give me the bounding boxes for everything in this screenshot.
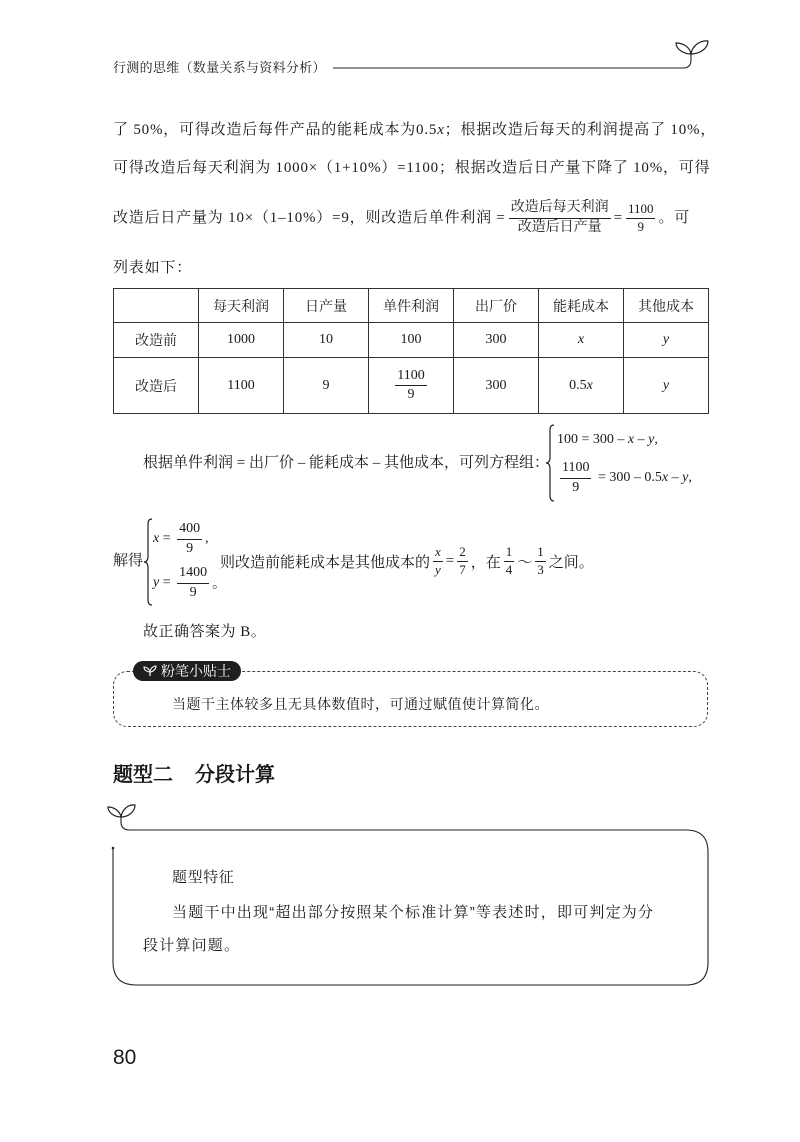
variable-y: y: [153, 575, 160, 590]
text-segment: 之间。: [548, 554, 594, 571]
feature-box-line-2: 段计算问题。: [143, 937, 241, 954]
page-number: 80: [113, 1046, 137, 1069]
text-segment: 则改造前能耗成本是其他成本的: [220, 554, 431, 571]
table-cell: [539, 358, 624, 414]
fraction-numerator: 1: [504, 545, 515, 562]
math-segment: 100 = 300 –: [557, 432, 628, 447]
variable-x: x: [586, 377, 593, 393]
equation-1: [557, 431, 658, 449]
equation-2: [557, 457, 692, 499]
table-cell: y: [624, 323, 709, 358]
solution-y: [153, 563, 226, 603]
feature-box-line-1: 当题干中出现“超出部分按照某个标准计算”等表述时，即可判定为分: [172, 904, 655, 921]
table-cell: x: [539, 323, 624, 358]
fraction-denominator: 4: [505, 561, 513, 577]
answer-statement: 故正确答案为 B。: [143, 624, 267, 640]
table-header-cell: 单件利润: [369, 289, 454, 323]
solution-conclusion: [220, 541, 594, 581]
fraction: [177, 521, 202, 556]
fraction-numerator: 1400: [177, 565, 209, 583]
fraction-ratio: [433, 545, 443, 578]
math-segment: –: [668, 470, 683, 485]
table-cell: 100: [369, 323, 454, 358]
fraction-numerator: 2: [457, 545, 468, 562]
math-segment: ,: [654, 432, 658, 447]
variable-y: y: [682, 470, 689, 485]
equals-sign: =: [613, 210, 623, 226]
fraction-numerator: 400: [177, 521, 202, 539]
tip-content: 当题干主体较多且无具体数值时，可通过赋值使计算简化。: [172, 696, 549, 712]
text-segment: 了 50%，可得改造后每件产品的能耗成本为0.5: [113, 122, 438, 138]
fraction-denominator: 3: [537, 561, 544, 577]
math-segment: ,: [205, 531, 209, 546]
header-rule-line: [333, 54, 691, 68]
fraction-denominator: 7: [459, 561, 466, 577]
variable-y: y: [648, 432, 655, 447]
fraction-denominator: 9: [186, 540, 194, 556]
fraction-cell-value: [395, 368, 426, 403]
sprout-icon: [108, 805, 135, 817]
paragraph-line-2: 可得改造后每天利润为 1000×（1+10%）=1100；根据改造后日产量下降了 10%，可得: [113, 160, 711, 176]
table-cell: 9: [284, 358, 369, 414]
variable-x: x: [627, 432, 635, 447]
table-header-cell: 其他成本: [624, 289, 709, 323]
feature-box-frame: [100, 795, 720, 990]
variable-x: x: [661, 470, 669, 485]
fraction-denominator: 9: [572, 479, 580, 495]
text-segment: ；根据改造后每天的利润提高了 10%，: [444, 122, 717, 138]
comparison-table: [113, 288, 709, 414]
solution-lead: 解得: [113, 553, 144, 569]
tip-label: [133, 661, 241, 681]
fraction-unit-profit-value: [626, 202, 656, 235]
fraction-denominator: 9: [407, 387, 415, 402]
fraction-numerator: 1100: [395, 368, 426, 386]
table-cell: [369, 358, 454, 414]
fraction-unit-profit-formula: [509, 200, 611, 235]
paragraph-line-3: [113, 197, 690, 239]
feature-box-border: [113, 817, 708, 985]
fraction-denominator: y: [435, 561, 441, 577]
row-label: 改造前: [114, 323, 199, 358]
coefficient: 0.5: [569, 377, 587, 393]
fraction-denominator: 9: [637, 218, 644, 234]
text-segment: 。可: [658, 210, 691, 226]
tip-label-text: 粉笔小贴士: [161, 663, 231, 679]
fraction-lower-bound: [504, 545, 515, 578]
variable-x: x: [437, 122, 445, 138]
math-segment: ,: [688, 470, 692, 485]
running-header-title: 行测的思维（数量关系与资料分析）: [113, 60, 326, 75]
section-title: 分段计算: [195, 764, 275, 786]
table-row: [114, 323, 709, 358]
text-segment: 改造后日产量为 10×（1–10%）=9，则改造后单件利润 =: [113, 210, 506, 226]
row-label: 改造后: [114, 358, 199, 414]
fraction-numerator: 改造后每天利润: [509, 200, 611, 218]
table-cell: y: [624, 358, 709, 414]
paragraph-line-1: [113, 120, 716, 140]
equals-sign: =: [445, 552, 455, 569]
table-corner-cell: [114, 289, 199, 323]
table-header-cell: 日产量: [284, 289, 369, 323]
text-segment: ，在: [470, 554, 501, 571]
fraction-denominator: 改造后日产量: [517, 219, 602, 235]
table-header-cell: 每天利润: [199, 289, 284, 323]
feature-box-heading: 题型特征: [172, 869, 235, 886]
table-cell: 10: [284, 323, 369, 358]
table-header-cell: 能耗成本: [539, 289, 624, 323]
table-cell: 300: [454, 323, 539, 358]
variable-x: x: [153, 531, 160, 546]
fraction-upper-bound: [535, 545, 546, 578]
table-cell: 300: [454, 358, 539, 414]
math-segment: =: [159, 575, 175, 590]
fraction: [177, 565, 209, 600]
sprout-icon: [143, 665, 157, 677]
math-segment: = 300 – 0.5: [594, 470, 662, 485]
equation-intro-text: 根据单件利润 = 出厂价 – 能耗成本 – 其他成本，可列方程组：: [143, 455, 549, 471]
fraction-ratio-value: [457, 545, 468, 578]
left-brace: [143, 518, 153, 606]
solution-x: [153, 519, 209, 559]
paragraph-line-4: 列表如下：: [113, 260, 193, 276]
header-rule: [325, 34, 715, 74]
fraction-numerator: 1100: [626, 202, 656, 219]
math-segment: 。: [212, 577, 227, 592]
table-row: [114, 358, 709, 414]
section-heading: [113, 762, 275, 788]
tilde: ～: [517, 554, 533, 571]
section-number: 题型二: [113, 764, 173, 786]
fraction: [560, 460, 591, 495]
fraction-numerator: x: [433, 545, 443, 562]
table-header-row: [114, 289, 709, 323]
table-cell: 1000: [199, 323, 284, 358]
fraction-numerator: 1100: [560, 460, 591, 478]
math-segment: –: [634, 432, 649, 447]
table-header-cell: 出厂价: [454, 289, 539, 323]
left-brace: [545, 424, 555, 502]
fraction-denominator: 9: [189, 584, 197, 600]
table-cell: 1100: [199, 358, 284, 414]
sprout-icon: [676, 41, 708, 54]
fraction-numerator: 1: [535, 545, 546, 562]
math-segment: =: [159, 531, 175, 546]
